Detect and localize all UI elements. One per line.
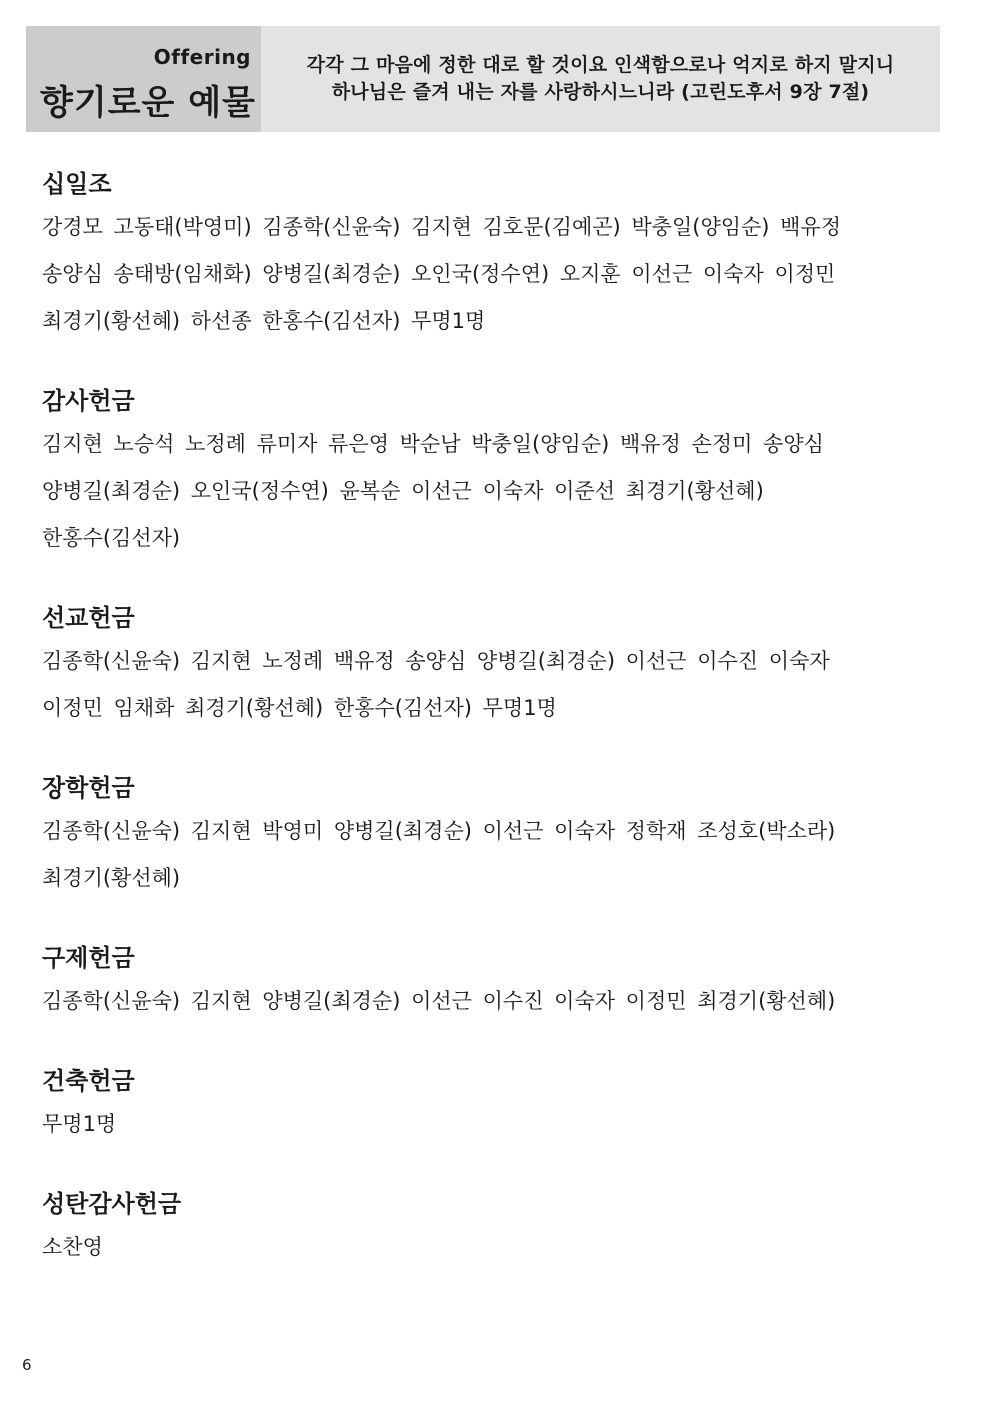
section-title: 성탄감사헌금 <box>42 1190 182 1218</box>
names-line: 한홍수(김선자) <box>42 526 181 550</box>
page-header <box>26 26 940 132</box>
section-tithe <box>42 166 922 345</box>
section-relief <box>42 940 922 1025</box>
section-title: 선교헌금 <box>42 604 135 632</box>
names-line: 최경기(황선혜) <box>42 866 181 890</box>
section-christmas-thanksgiving <box>42 1186 922 1271</box>
page-number: 6 <box>22 1356 32 1374</box>
names-line: 강경모 고동태(박영미) 김종학(신윤숙) 김지현 김호문(김예곤) 박충일(양임순) 백유정 <box>42 215 842 239</box>
section-title: 구제헌금 <box>42 944 135 972</box>
section-names <box>42 978 922 1025</box>
names-line: 김종학(신윤숙) 김지현 노정례 백유정 송양심 양병길(최경순) 이선근 이수진 이숙자 <box>42 649 830 673</box>
verse-line-2: 하나님은 즐겨 내는 자를 사랑하시느니라 (고린도후서 9장 7절) <box>331 81 870 103</box>
section-title: 건축헌금 <box>42 1067 135 1095</box>
section-mission <box>42 600 922 732</box>
section-title: 십일조 <box>42 170 112 198</box>
names-line: 김지현 노승석 노정례 류미자 류은영 박순남 박충일(양임순) 백유정 손정미 송양심 <box>42 432 824 456</box>
names-line: 김종학(신윤숙) 김지현 양병길(최경순) 이선근 이수진 이숙자 이정민 최경기(황선혜) <box>42 989 836 1013</box>
section-title: 장학헌금 <box>42 774 135 802</box>
names-line: 이정민 임채화 최경기(황선혜) 한홍수(김선자) 무명1명 <box>42 696 557 720</box>
names-line: 무명1명 <box>42 1112 117 1136</box>
section-names <box>42 808 922 902</box>
names-line: 양병길(최경순) 오인국(정수연) 윤복순 이선근 이숙자 이준선 최경기(황선혜) <box>42 479 764 503</box>
section-title: 감사헌금 <box>42 387 135 415</box>
section-building <box>42 1063 922 1148</box>
header-title-block <box>26 26 261 132</box>
names-line: 김종학(신윤숙) 김지현 박영미 양병길(최경순) 이선근 이숙자 정학재 조성호(박소라) <box>42 819 836 843</box>
offering-list <box>42 166 922 1271</box>
names-line: 송양심 송태방(임채화) 양병길(최경순) 오인국(정수연) 오지훈 이선근 이숙자 이정민 <box>42 262 836 286</box>
names-line: 소찬영 <box>42 1235 103 1259</box>
names-line: 최경기(황선혜) 하선종 한홍수(김선자) 무명1명 <box>42 309 486 333</box>
section-names <box>42 1101 922 1148</box>
header-verse <box>261 26 940 132</box>
section-names <box>42 638 922 732</box>
header-title-english: Offering <box>153 45 251 69</box>
section-thanksgiving <box>42 383 922 562</box>
header-title-korean: 향기로운 예물 <box>40 83 256 123</box>
section-names <box>42 421 922 562</box>
section-names <box>42 204 922 345</box>
verse-line-1: 각각 그 마음에 정한 대로 할 것이요 인색함으로나 억지로 하지 말지니 <box>306 54 895 76</box>
section-names <box>42 1224 922 1271</box>
section-scholarship <box>42 770 922 902</box>
